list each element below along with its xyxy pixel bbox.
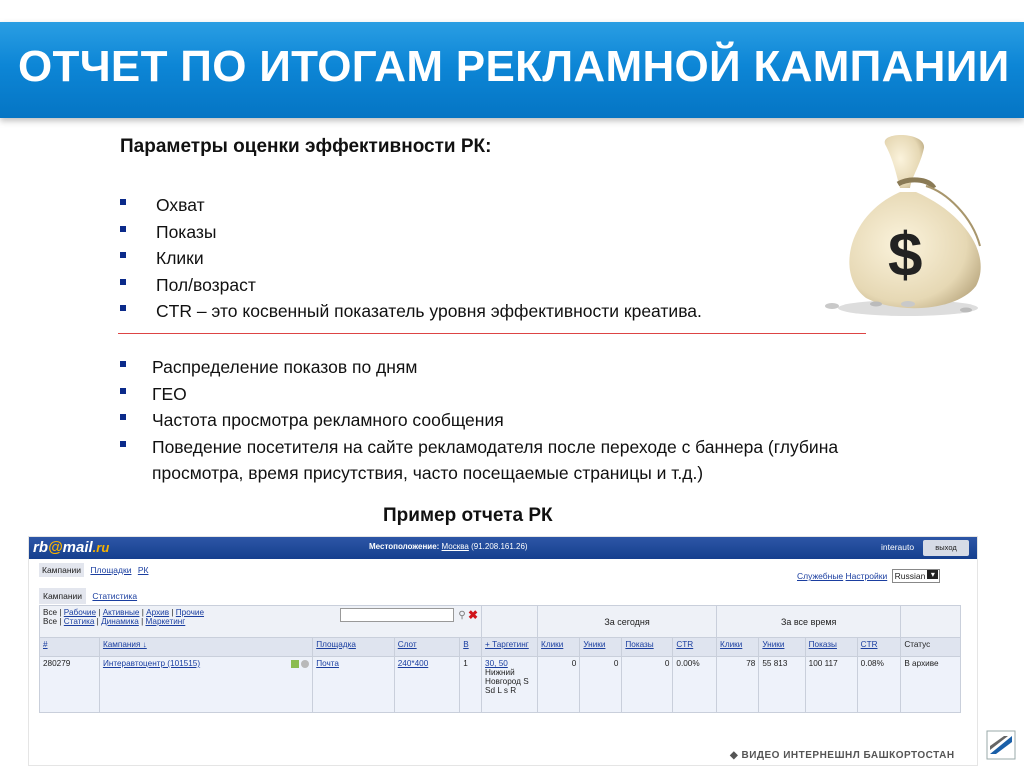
- money-bag-icon: [816, 126, 996, 326]
- col-targeting[interactable]: + Таргетинг: [482, 638, 538, 657]
- bullet-icon: [120, 361, 126, 367]
- cell-targeting: 30, 50 Нижний Новгород S Sd L s R: [482, 657, 538, 713]
- divider: [118, 333, 866, 334]
- targeting-link[interactable]: 30, 50: [485, 659, 508, 668]
- params-heading: Параметры оценки эффективности РК:: [120, 136, 492, 157]
- filter-marketing[interactable]: Маркетинг: [145, 617, 186, 626]
- location-link[interactable]: Москва: [441, 542, 469, 551]
- col-v[interactable]: В: [460, 638, 482, 657]
- filter-dynamic[interactable]: Динамика: [101, 617, 139, 626]
- col-all-ctr[interactable]: CTR: [857, 638, 901, 657]
- tabs: [39, 591, 141, 601]
- list-item: CTR – это косвенный показатель уровня эффективности креатива.: [120, 298, 702, 325]
- cell-all-ctr: 0.08%: [857, 657, 901, 713]
- col-campaign[interactable]: Кампания ↓: [99, 638, 312, 657]
- bullet-icon: [120, 279, 126, 285]
- rbmail-logo[interactable]: rb@mail.ru: [33, 539, 110, 556]
- list-item: Частота просмотра рекламного сообщения: [120, 407, 910, 434]
- clear-icon[interactable]: ✖: [467, 608, 479, 622]
- list-item: Показы: [120, 219, 702, 246]
- cell-all-shows: 100 117: [805, 657, 857, 713]
- language-select[interactable]: Russian ▾: [892, 569, 941, 583]
- nav-campaigns[interactable]: Кампании: [39, 563, 84, 577]
- campaign-link[interactable]: Интеравтоцентр (101515): [102, 659, 201, 668]
- top-nav: [39, 565, 152, 575]
- cell-id: 280279: [40, 657, 100, 713]
- col-status: Статус: [901, 638, 961, 657]
- cell-site: [313, 657, 395, 713]
- location-info: Местоположение: Москва (91.208.161.26): [369, 542, 528, 551]
- bullet-list-extra: [120, 354, 910, 487]
- search-icon[interactable]: ⚲: [458, 609, 466, 621]
- list-item: ГЕО: [120, 381, 910, 408]
- settings-icon[interactable]: [301, 660, 309, 668]
- slide-title: ОТЧЕТ ПО ИТОГАМ РЕКЛАМНОЙ КАМПАНИИ: [18, 42, 1010, 91]
- filter-all[interactable]: Все: [43, 608, 58, 617]
- list-item: Клики: [120, 245, 702, 272]
- cell-slot: [394, 657, 459, 713]
- cell-today-shows: 0: [622, 657, 673, 713]
- service-links: [797, 569, 940, 583]
- company-logo-icon: [986, 730, 1016, 760]
- group-today: За сегодня: [538, 606, 717, 638]
- bullet-icon: [120, 388, 126, 394]
- cell-all-uniques: 55 813: [759, 657, 805, 713]
- bullet-list-metrics: [120, 192, 702, 325]
- filter-active[interactable]: Активные: [102, 608, 140, 617]
- cell-v: 1: [460, 657, 482, 713]
- col-today-shows[interactable]: Показы: [622, 638, 673, 657]
- list-item: Охват: [120, 192, 702, 219]
- slot-link[interactable]: 240*400: [397, 659, 429, 668]
- filter-archive[interactable]: Архив: [146, 608, 170, 617]
- status-badge: В архиве: [901, 657, 961, 713]
- col-all-shows[interactable]: Показы: [805, 638, 857, 657]
- title-bar: [0, 22, 1024, 118]
- cell-today-uniques: 0: [580, 657, 622, 713]
- list-item: Поведение посетителя на сайте рекламодателя после переходе с баннера (глубина просмотра, время присутствия, часто посещаемые страницы и т.д.): [120, 434, 910, 487]
- group-all-time: За все время: [717, 606, 901, 638]
- bullet-icon: [120, 226, 126, 232]
- tab-campaigns[interactable]: Кампании: [39, 588, 86, 604]
- filter-working[interactable]: Рабочие: [63, 608, 96, 617]
- report-screenshot: [28, 536, 978, 766]
- filter-all-type[interactable]: Все: [43, 617, 58, 626]
- bullet-icon: [120, 199, 126, 205]
- cell-today-ctr: 0.00%: [673, 657, 717, 713]
- dollar-sign: $: [888, 221, 923, 290]
- filter-other[interactable]: Прочие: [175, 608, 205, 617]
- cell-all-clicks: 78: [717, 657, 759, 713]
- filter-static[interactable]: Статика: [63, 617, 95, 626]
- nav-sites[interactable]: Площадки: [90, 565, 132, 575]
- report-table: [39, 605, 961, 713]
- example-caption: Пример отчета РК: [383, 505, 553, 526]
- chart-icon[interactable]: [291, 660, 299, 668]
- col-slot[interactable]: Слот: [394, 638, 459, 657]
- footer-brand: ◆ ВИДЕО ИНТЕРНЕШНЛ БАШКОРТОСТАН: [730, 750, 955, 761]
- col-today-ctr[interactable]: CTR: [673, 638, 717, 657]
- cell-today-clicks: 0: [538, 657, 580, 713]
- service-link[interactable]: Служебные: [797, 571, 844, 581]
- search-input[interactable]: [340, 608, 454, 622]
- list-item: Распределение показов по дням: [120, 354, 910, 381]
- site-link[interactable]: Почта: [316, 659, 339, 668]
- filters-cell: Все | Рабочие | Активные | Архив | Прочие ⚲ ✖ Все | Статика | Динамика | Маркетинг: [40, 606, 482, 638]
- bullet-icon: [120, 441, 126, 447]
- settings-link[interactable]: Настройки: [845, 571, 888, 581]
- bullet-icon: [120, 305, 126, 311]
- report-header: [29, 537, 977, 559]
- table-row: [40, 657, 961, 713]
- col-site[interactable]: Площадка: [313, 638, 395, 657]
- nav-rk[interactable]: РК: [137, 565, 149, 575]
- bullet-icon: [120, 414, 126, 420]
- list-item: Пол/возраст: [120, 272, 702, 299]
- col-all-clicks[interactable]: Клики: [717, 638, 759, 657]
- bullet-icon: [120, 252, 126, 258]
- col-today-clicks[interactable]: Клики: [538, 638, 580, 657]
- cell-campaign: [99, 657, 312, 713]
- col-all-uniques[interactable]: Уники: [759, 638, 805, 657]
- col-id[interactable]: #: [40, 638, 100, 657]
- logout-button[interactable]: выход: [923, 540, 969, 556]
- username: interauto: [881, 542, 915, 552]
- col-today-uniques[interactable]: Уники: [580, 638, 622, 657]
- tab-stats[interactable]: Статистика: [92, 591, 138, 601]
